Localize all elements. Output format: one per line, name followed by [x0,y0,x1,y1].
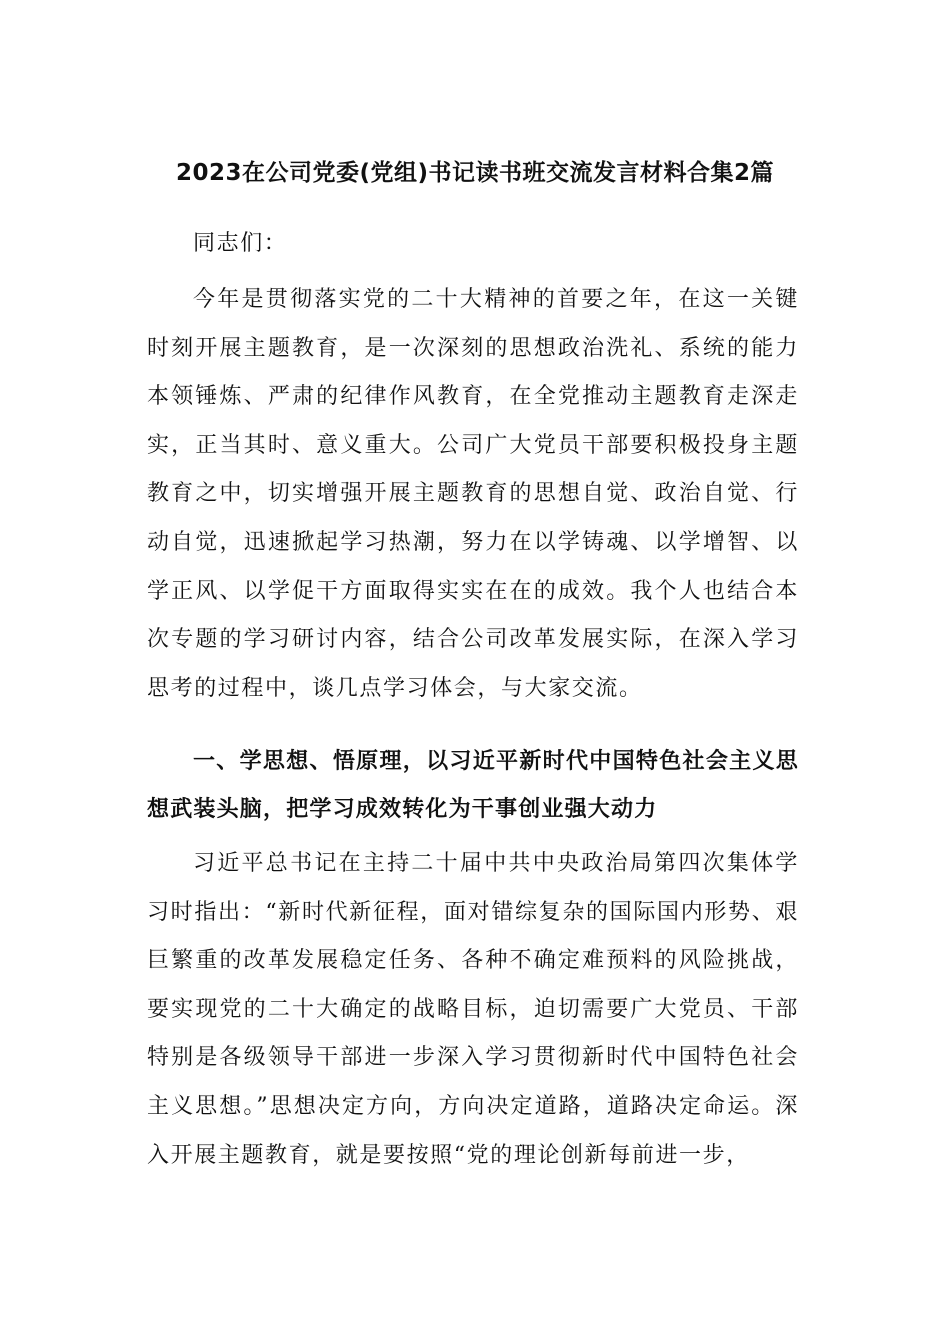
greeting: 同志们： [193,231,288,256]
paragraph-intro: 今年是贯彻落实党的二十大精神的首要之年，在这一关键时刻开展主题教育，是一次深刻的思想政治洗礼、系统的能力本领锤炼、严肃的纪律作风教育，在全党推动主题教育走深走实，正当其时、意义重大。公司广大党员干部要积极投身主题教育之中，切实增强开展主题教育的思想自觉、政治自觉、行动自觉，迅速掀起学习热潮，努力在以学铸魂、以学增智、以学正风、以学促干方面取得实实在在的成效。我个人也结合本次专题的学习研讨内容，结合公司改革发展实际，在深入学习思考的过程中，谈几点学习体会，与大家交流。 [147,287,799,701]
paragraph-section-1: 习近平总书记在主持二十届中共中央政治局第四次集体学习时指出：“新时代新征程，面对错综复杂的国际国内形势、艰巨繁重的改革发展稳定任务、各种不确定难预料的风险挑战，要实现党的二十大确定的战略目标，迫切需要广大党员、干部特别是各级领导干部进一步深入学习贯彻新时代中国特色社会主义思想。”思想决定方向，方向决定道路，道路决定命运。深入开展主题教育，就是要按照“党的理论创新每前进一步， [147,851,799,1168]
document-title: 2023在公司党委(党组)书记读书班交流发言材料合集2篇 [175,160,775,186]
section-heading-1: 一、学思想、悟原理，以习近平新时代中国特色社会主义思想武装头脑，把学习成效转化为干事创业强大动力 [147,749,799,822]
